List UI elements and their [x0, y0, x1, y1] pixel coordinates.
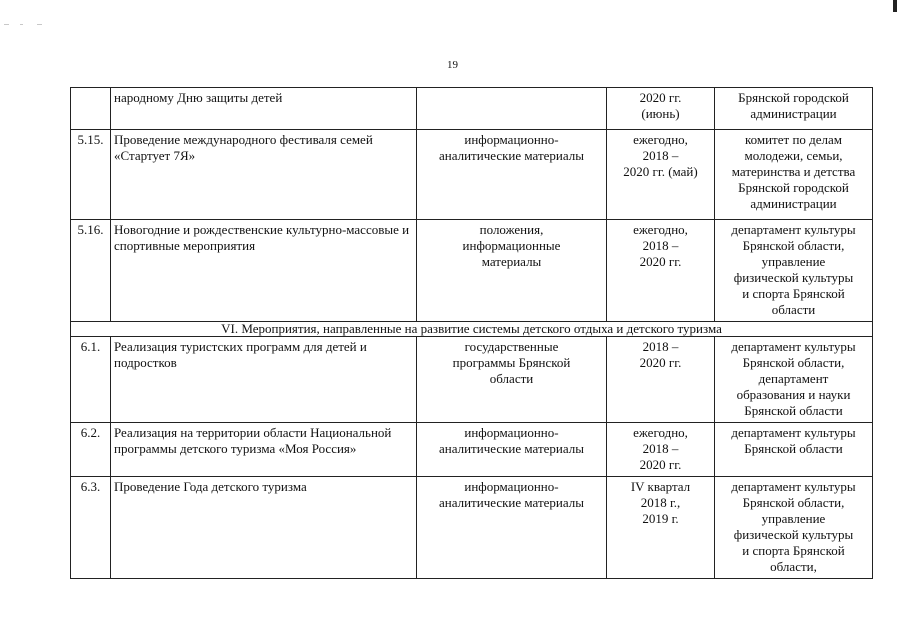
responsible-cell — [715, 337, 873, 423]
spacer — [718, 212, 869, 216]
documents-line: информационно- — [464, 425, 559, 440]
responsible-line: области — [771, 302, 816, 317]
documents-cell — [417, 220, 607, 322]
term-cell — [607, 337, 715, 423]
responsible-line: и спорта Брянской — [742, 286, 845, 301]
term-line: 2020 гг. — [639, 254, 682, 269]
responsible-line: департамент культуры — [731, 339, 856, 354]
term-line: ежегодно, — [633, 132, 688, 147]
row-number: 5.15. — [71, 130, 111, 220]
row-number: 5.16. — [71, 220, 111, 322]
term-line: 2018 – — [642, 441, 679, 456]
term-line: 2018 – — [642, 339, 679, 354]
activity-name: Реализация на территории области Национальной программы детского туризма «Моя Россия» — [111, 423, 417, 477]
responsible-line: Брянской области, — [742, 238, 845, 253]
row-number: 6.2. — [71, 423, 111, 477]
term-cell — [607, 477, 715, 579]
term-cell — [607, 423, 715, 477]
term-line: IV квартал — [630, 479, 691, 494]
activity-name: Реализация туристских программ для детей и подростков — [111, 337, 417, 423]
responsible-line: физической культуры — [733, 527, 854, 542]
scan-speck — [4, 24, 9, 25]
responsible-line: администрации — [750, 196, 837, 211]
responsible-line: управление — [761, 511, 826, 526]
activities-table — [70, 87, 873, 579]
responsible-line: департамент — [758, 371, 829, 386]
activity-name: Проведение международного фестиваля семей «Стартует 7Я» — [111, 130, 417, 220]
responsible-line: администрации — [750, 106, 837, 121]
table-row — [71, 477, 873, 579]
responsible-cell — [715, 423, 873, 477]
row-number: 6.1. — [71, 337, 111, 423]
row-number: 6.3. — [71, 477, 111, 579]
documents-line: государственные — [464, 339, 559, 354]
documents-line: области — [489, 371, 534, 386]
activity-name — [111, 88, 417, 130]
term-line: 2018 г., — [640, 495, 681, 510]
documents-line: аналитические материалы — [439, 495, 584, 510]
term-line: ежегодно, — [633, 425, 688, 440]
documents-cell — [417, 130, 607, 220]
responsible-cell — [715, 88, 873, 130]
activity-name: Новогодние и рождественские культурно-массовые и спортивные мероприятия — [111, 220, 417, 322]
responsible-line: Брянской городской — [738, 180, 849, 195]
documents-cell — [417, 477, 607, 579]
documents-cell — [417, 337, 607, 423]
responsible-line: молодежи, семьи, — [744, 148, 843, 163]
section-heading-row — [71, 322, 873, 337]
responsible-line: комитет по делам — [744, 132, 843, 147]
term-line: 2019 г. — [642, 511, 679, 526]
responsible-line: Брянской области — [744, 441, 843, 456]
scan-speck — [37, 24, 42, 25]
responsible-line: Брянской области, — [742, 495, 845, 510]
documents-line: программы Брянской — [452, 355, 571, 370]
term-line: 2018 – — [642, 148, 679, 163]
responsible-line: Брянской области — [744, 403, 843, 418]
responsible-line: Брянской городской — [738, 90, 849, 105]
responsible-cell — [715, 477, 873, 579]
term-cell — [607, 88, 715, 130]
responsible-line: области, — [770, 559, 817, 574]
spacer — [114, 106, 413, 110]
responsible-line: образования и науки — [736, 387, 851, 402]
term-line: 2020 гг. — [639, 355, 682, 370]
table-row — [71, 337, 873, 423]
documents-line: информационно- — [464, 132, 559, 147]
term-line: (июнь) — [641, 106, 680, 121]
term-cell — [607, 130, 715, 220]
scan-edge-mark — [893, 0, 897, 12]
responsible-line: материнства и детства — [731, 164, 856, 179]
row-number — [71, 88, 111, 130]
table-row — [71, 423, 873, 477]
responsible-line: управление — [761, 254, 826, 269]
responsible-cell — [715, 130, 873, 220]
table-row — [71, 220, 873, 322]
term-line: ежегодно, — [633, 222, 688, 237]
documents-line: информационно- — [464, 479, 559, 494]
table-row — [71, 130, 873, 220]
documents-cell — [417, 88, 607, 130]
activity-name-text: народному Дню защиты детей — [114, 90, 283, 105]
documents-line: аналитические материалы — [439, 441, 584, 456]
page-number: 19 — [447, 59, 458, 71]
table-row — [71, 88, 873, 130]
responsible-line: и спорта Брянской — [742, 543, 845, 558]
responsible-line: департамент культуры — [731, 222, 856, 237]
responsible-cell — [715, 220, 873, 322]
responsible-line: департамент культуры — [731, 425, 856, 440]
section-heading: VI. Мероприятия, направленные на развитие системы детского отдыха и детского туризма — [71, 322, 873, 337]
scan-speck — [20, 24, 23, 25]
term-line: 2020 гг. (май) — [623, 164, 698, 179]
term-line: 2020 гг. — [639, 90, 682, 105]
documents-cell — [417, 423, 607, 477]
spacer — [718, 122, 869, 126]
term-line: 2018 – — [642, 238, 679, 253]
term-cell — [607, 220, 715, 322]
term-line: 2020 гг. — [639, 457, 682, 472]
documents-line: аналитические материалы — [439, 148, 584, 163]
responsible-line: Брянской области, — [742, 355, 845, 370]
responsible-line: департамент культуры — [731, 479, 856, 494]
documents-line: информационные — [462, 238, 561, 253]
documents-line: положения, — [479, 222, 544, 237]
documents-line: материалы — [481, 254, 542, 269]
responsible-line: физической культуры — [733, 270, 854, 285]
activity-name: Проведение Года детского туризма — [111, 477, 417, 579]
